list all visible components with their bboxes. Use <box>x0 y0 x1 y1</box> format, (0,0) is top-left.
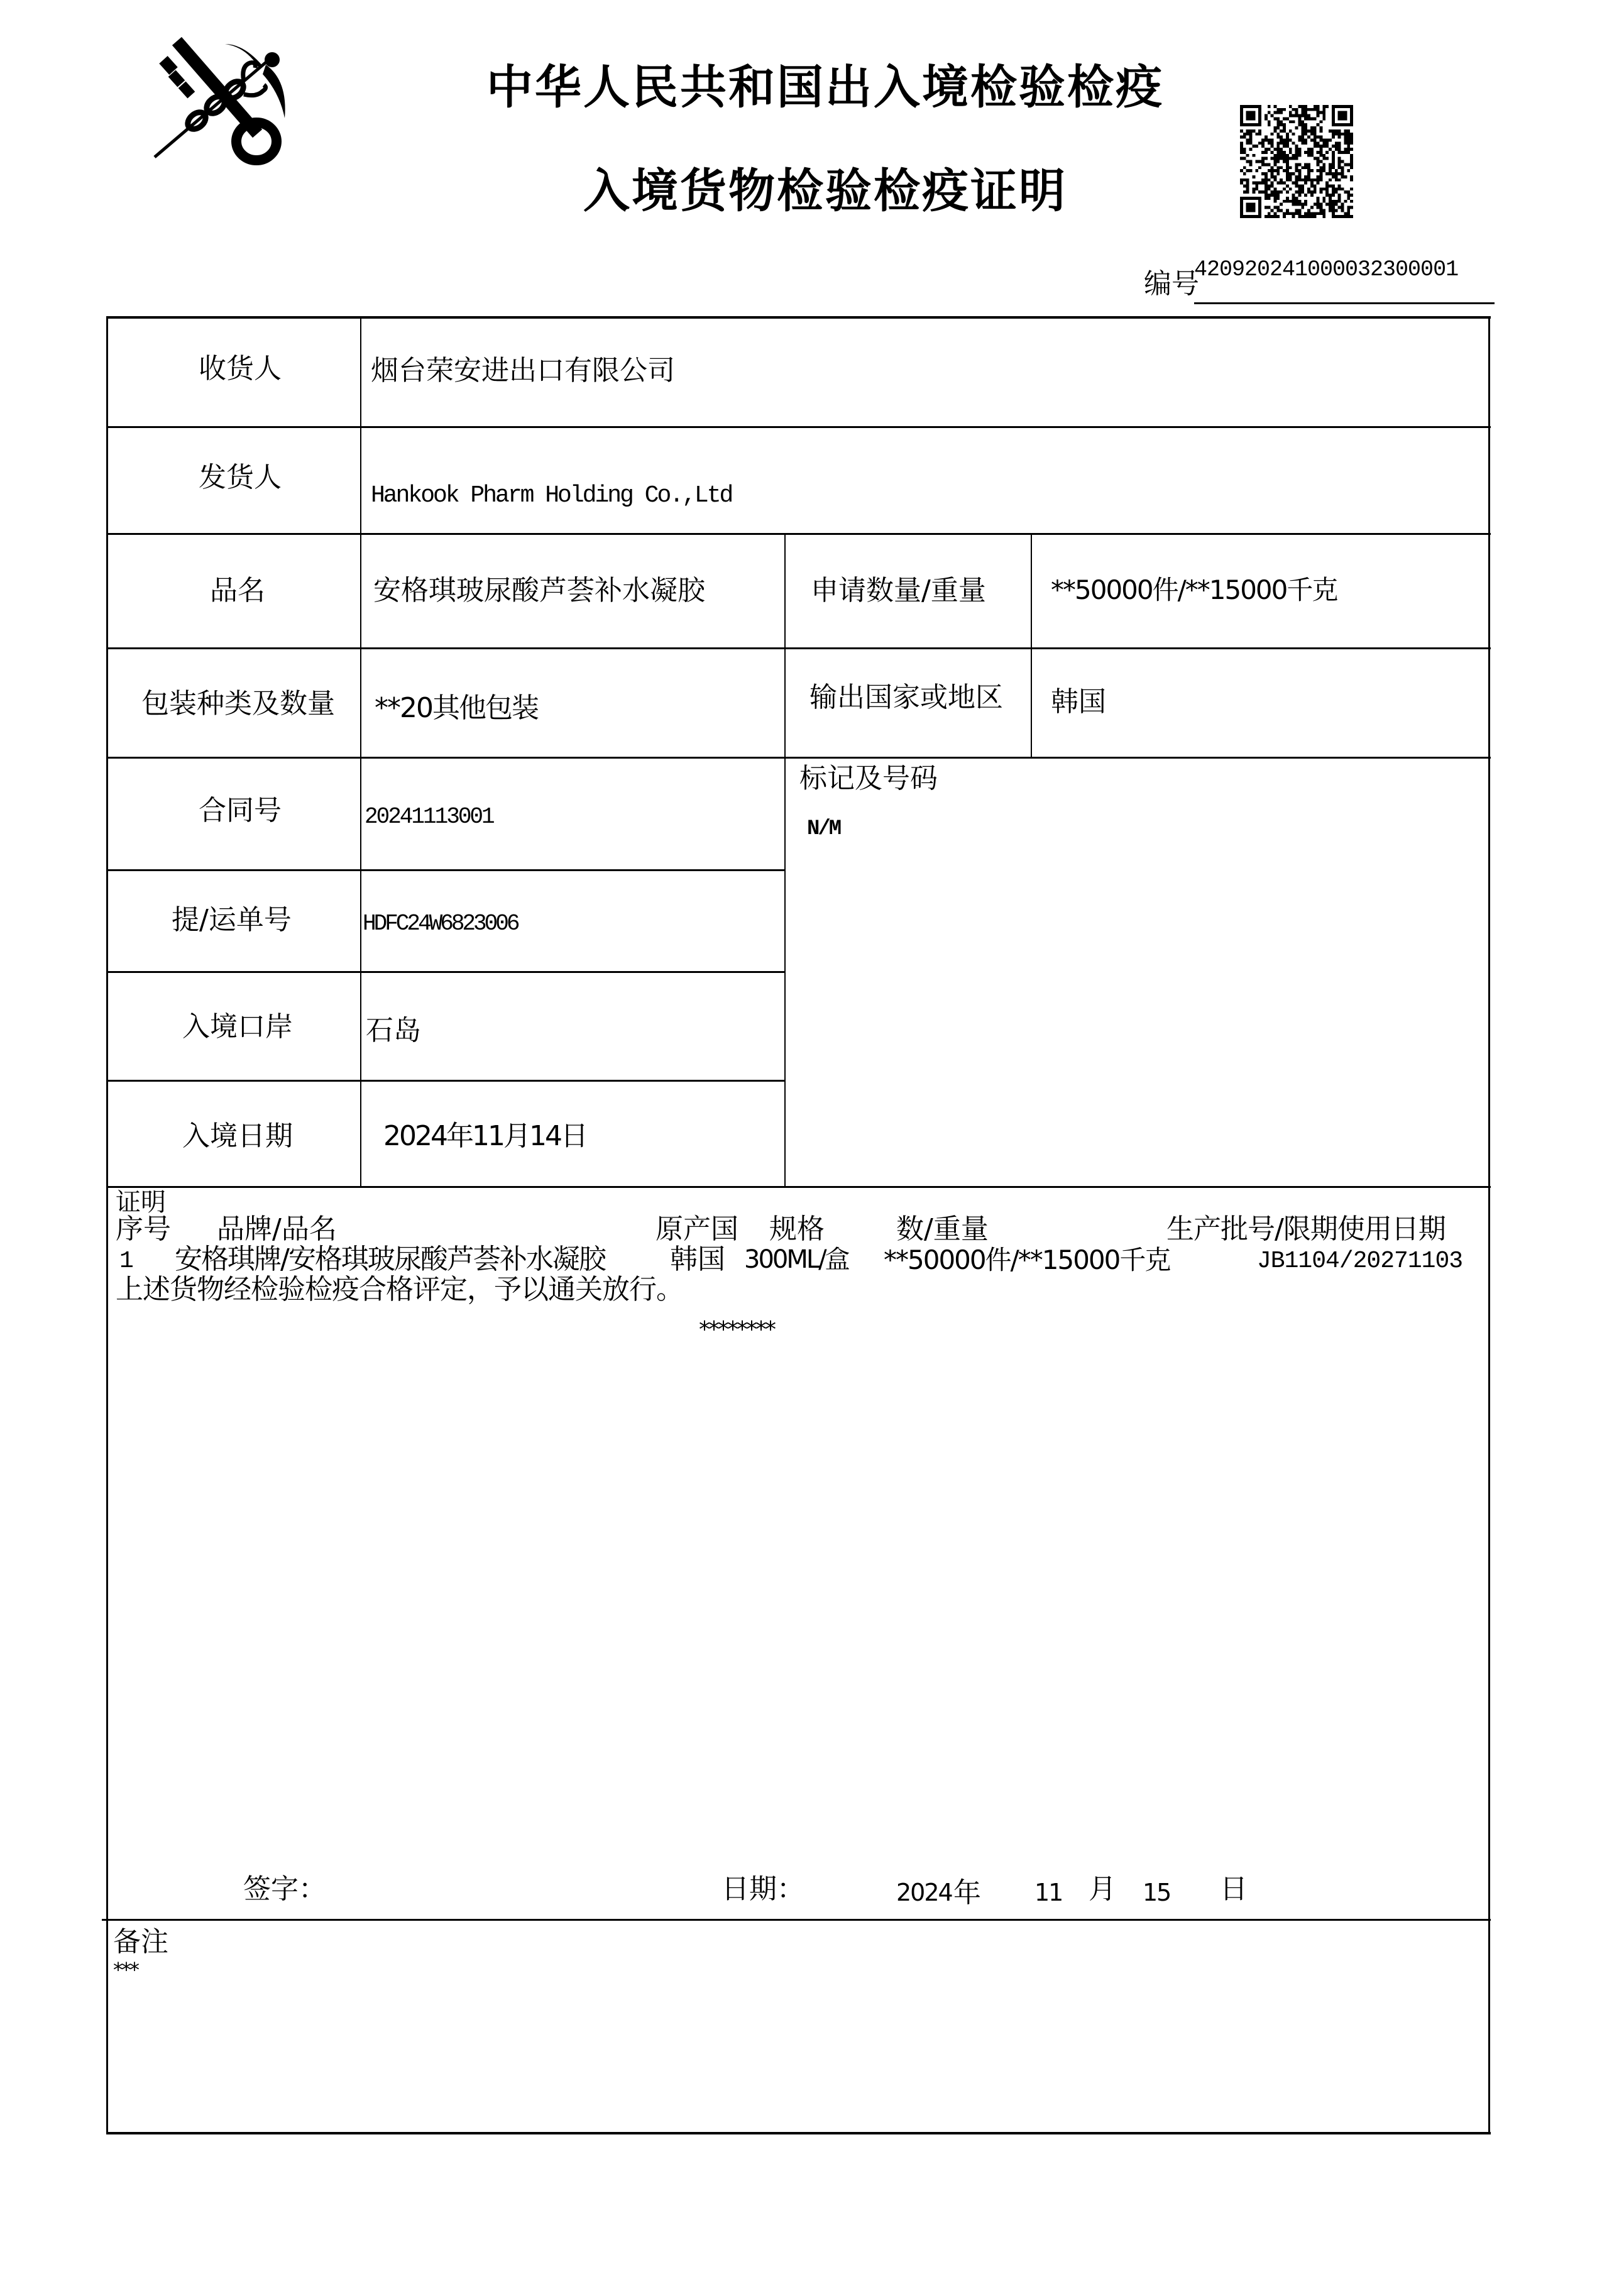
consignee-value: 烟台荣安进出口有限公司 <box>371 354 675 387</box>
product-value: 安格琪玻尿酸芦荟补水凝胶 <box>373 574 705 607</box>
qr-code-icon <box>1240 105 1353 218</box>
consignor-label: 发货人 <box>199 461 282 493</box>
certificate-number-label: 编号 <box>1144 268 1199 300</box>
certificate-number: 420920241000032300001 <box>1194 257 1459 282</box>
contract-label: 合同号 <box>199 794 282 827</box>
row-divider <box>106 1080 785 1082</box>
contract-value: 20241113001 <box>365 804 493 830</box>
row-spec: 300ML/盒 <box>744 1245 848 1274</box>
row-divider <box>106 869 785 871</box>
col-divider <box>360 316 361 1187</box>
sign-month-unit: 月 <box>1089 1873 1116 1905</box>
row-divider <box>106 757 1491 759</box>
row-seq: 1 <box>119 1248 134 1275</box>
date-label: 日期： <box>721 1873 804 1905</box>
product-label: 品名 <box>210 574 265 607</box>
header-batch: 生产批号/限期使用日期 <box>1166 1213 1446 1245</box>
row-divider <box>106 647 1491 649</box>
table-border-right <box>1488 316 1490 2134</box>
certificate-end-mark: ******** <box>699 1317 774 1343</box>
entry-date-label: 入境日期 <box>182 1120 293 1152</box>
header-qty: 数/重量 <box>896 1213 989 1245</box>
remarks-value: *** <box>113 1958 138 1982</box>
header-spec: 规格 <box>769 1213 825 1245</box>
number-underline <box>1194 302 1495 304</box>
row-divider <box>102 1919 1491 1921</box>
header-origin: 原产国 <box>656 1213 738 1245</box>
sign-year: 2024 <box>896 1879 952 1906</box>
package-value: **20其他包装 <box>375 692 538 724</box>
port-label: 入境口岸 <box>182 1011 293 1043</box>
sign-year-unit: 年 <box>953 1877 981 1909</box>
port-value: 石岛 <box>366 1014 421 1046</box>
marks-label: 标记及号码 <box>799 762 938 794</box>
table-border-top <box>106 316 1491 319</box>
consignee-label: 收货人 <box>199 353 282 385</box>
row-brand-name: 安格琪牌/安格琪玻尿酸芦荟补水凝胶 <box>175 1243 605 1275</box>
marks-value: N/M <box>807 817 840 841</box>
bill-label: 提/运单号 <box>172 904 292 936</box>
col-divider <box>784 533 786 1187</box>
certificate-statement: 上述货物经检验检疫合格评定，予以通关放行。 <box>116 1273 683 1305</box>
header-brand-name: 品牌/品名 <box>217 1213 337 1245</box>
sign-month: 11 <box>1034 1879 1063 1906</box>
signature-label: 签字： <box>243 1873 326 1905</box>
row-divider <box>106 426 1491 428</box>
row-batch: JB1104/20271103 <box>1257 1248 1463 1275</box>
table-border-left <box>106 316 108 2134</box>
bill-value: HDFC24W6823006 <box>363 911 518 937</box>
remarks-label: 备注 <box>113 1926 168 1958</box>
key-caduceus-emblem-icon <box>150 35 294 170</box>
col-divider <box>1031 533 1032 758</box>
header-seq: 序号 <box>116 1213 171 1245</box>
certificate-title: 证明 <box>116 1188 166 1217</box>
row-divider <box>106 1186 1491 1188</box>
export-country-value: 韩国 <box>1051 686 1106 718</box>
page-title: 中华人民共和国出入境检验检疫 <box>486 60 1164 114</box>
row-divider <box>106 533 1491 535</box>
sign-day: 15 <box>1143 1879 1171 1906</box>
export-country-label: 输出国家或地区 <box>809 681 1003 713</box>
row-origin: 韩国 <box>670 1243 725 1275</box>
row-qty: **50000件/**15000千克 <box>884 1244 1170 1275</box>
table-border-bottom <box>106 2132 1491 2134</box>
entry-date-value: 2024年11月14日 <box>383 1120 586 1152</box>
consignor-value: Hankook Pharm Holding Co.,Ltd <box>371 482 732 509</box>
row-divider <box>106 971 785 973</box>
page-subtitle: 入境货物检验检疫证明 <box>583 164 1067 218</box>
sign-day-unit: 日 <box>1220 1873 1248 1905</box>
package-label: 包装种类及数量 <box>141 688 335 720</box>
quantity-value: **50000件/**15000千克 <box>1051 574 1337 605</box>
quantity-label: 申请数量/重量 <box>811 574 986 607</box>
